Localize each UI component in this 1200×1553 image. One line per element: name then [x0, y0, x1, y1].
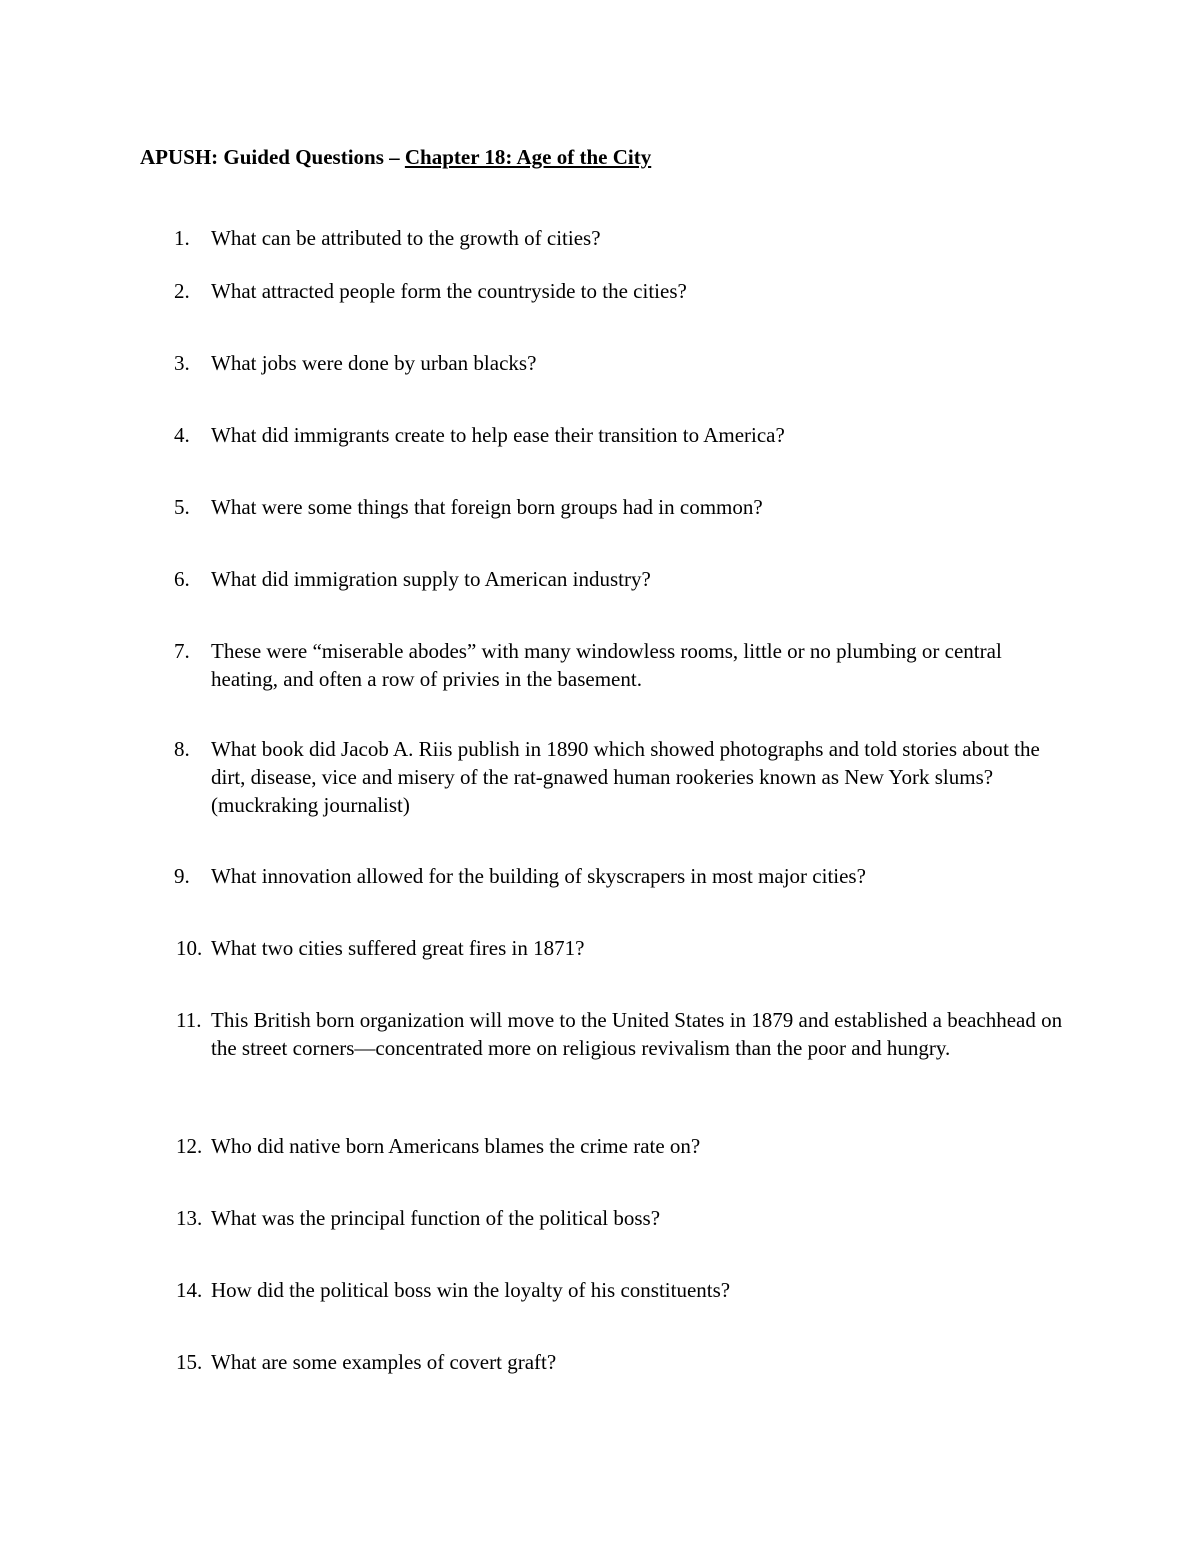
- question-number: 3.: [174, 351, 190, 375]
- question-text: What did immigration supply to American industry?: [211, 567, 651, 591]
- title-chapter: Chapter 18: Age of the City: [404, 145, 652, 169]
- title-prefix: APUSH: Guided Questions –: [140, 145, 405, 169]
- question-text: What are some examples of covert graft?: [211, 1350, 557, 1374]
- question-number: 13.: [176, 1206, 203, 1230]
- question-item: [140, 1132, 1070, 1160]
- question-text: What attracted people form the countryside to the cities?: [211, 279, 687, 303]
- question-text: How did the political boss win the loyalty of his constituents?: [211, 1278, 731, 1302]
- question-number: 9.: [174, 864, 190, 888]
- question-text: This British born organization will move to the United States in 1879 and established a beachhead on the street corners—concentrated more on religious revivalism than the poor and hungry.: [211, 1008, 1063, 1060]
- question-item: [140, 349, 1070, 377]
- question-text: What did immigrants create to help ease their transition to America?: [211, 423, 785, 447]
- question-number: 5.: [174, 495, 190, 519]
- page-title: [140, 143, 651, 171]
- question-number: 8.: [174, 737, 190, 761]
- question-item: [140, 862, 1070, 890]
- question-text: These were “miserable abodes” with many windowless rooms, little or no plumbing or central heating, and often a row of privies in the basement.: [211, 639, 1002, 691]
- question-item: [140, 565, 1070, 593]
- question-number: 15.: [176, 1350, 203, 1374]
- question-item: [140, 637, 1070, 693]
- question-item: [140, 1006, 1070, 1062]
- question-text: Who did native born Americans blames the crime rate on?: [211, 1134, 701, 1158]
- question-number: 2.: [174, 279, 190, 303]
- question-number: 4.: [174, 423, 190, 447]
- question-item: [140, 421, 1070, 449]
- question-item: [140, 735, 1070, 819]
- question-item: [140, 493, 1070, 521]
- question-number: 1.: [174, 226, 190, 250]
- question-item: [140, 277, 1070, 305]
- question-number: 11.: [176, 1008, 202, 1032]
- question-text: What was the principal function of the political boss?: [211, 1206, 661, 1230]
- question-number: 6.: [174, 567, 190, 591]
- question-text: What innovation allowed for the building of skyscrapers in most major cities?: [211, 864, 866, 888]
- question-text: What two cities suffered great fires in 1871?: [211, 936, 585, 960]
- question-number: 14.: [176, 1278, 203, 1302]
- question-number: 12.: [176, 1134, 203, 1158]
- question-number: 10.: [176, 936, 203, 960]
- question-text: What were some things that foreign born groups had in common?: [211, 495, 763, 519]
- question-item: [140, 1348, 1070, 1376]
- question-item: [140, 934, 1070, 962]
- question-item: [140, 224, 1070, 252]
- question-item: [140, 1276, 1070, 1304]
- question-number: 7.: [174, 639, 190, 663]
- question-text: What jobs were done by urban blacks?: [211, 351, 537, 375]
- question-text: What can be attributed to the growth of cities?: [211, 226, 601, 250]
- question-item: [140, 1204, 1070, 1232]
- question-text: What book did Jacob A. Riis publish in 1890 which showed photographs and told stories about the dirt, disease, vice and misery of the rat-gnawed human rookeries known as New York slums? (muckraking journalist): [211, 737, 1040, 817]
